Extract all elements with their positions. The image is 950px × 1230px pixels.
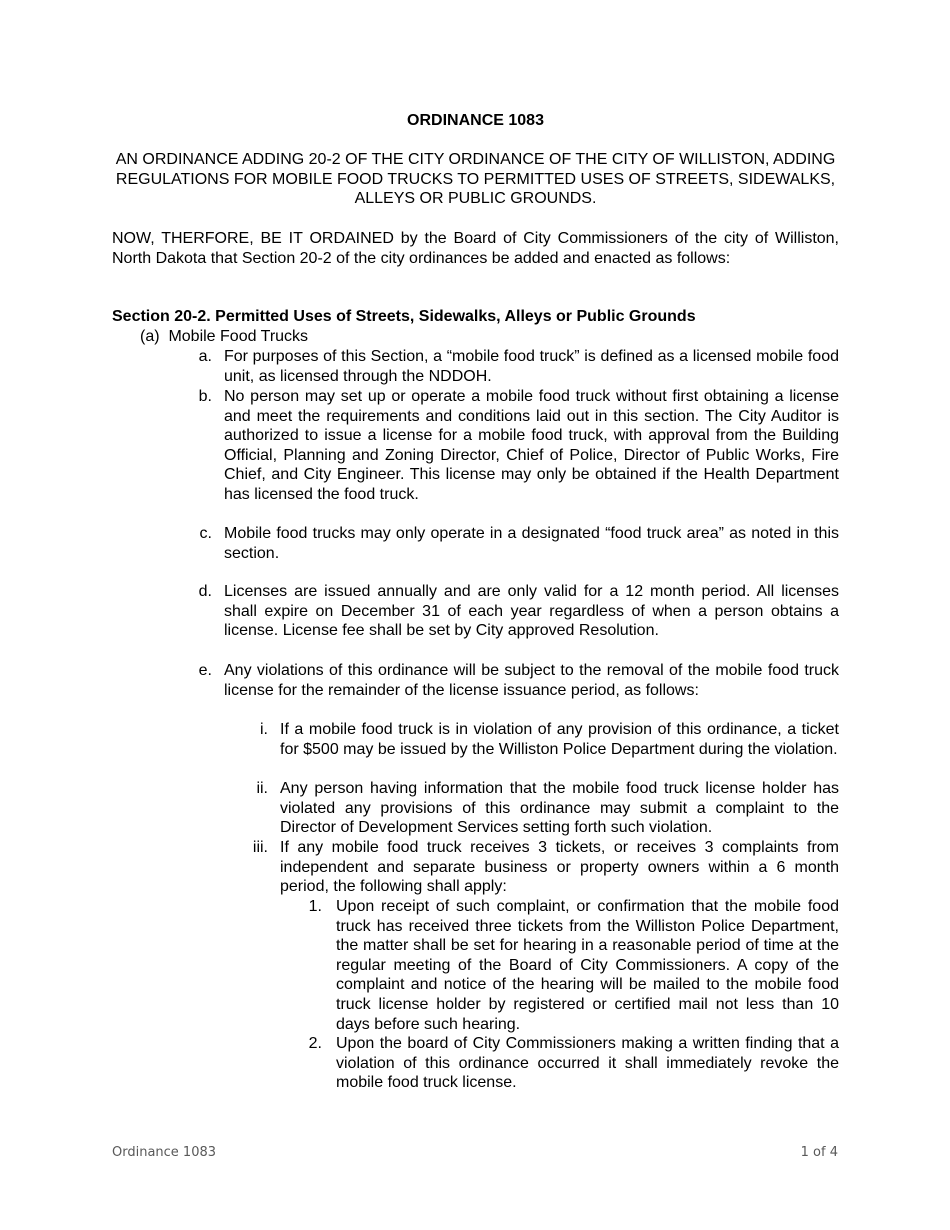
numbered-item-text: Upon receipt of such complaint, or confirmation that the mobile food truck has received three tickets from the Williston Police Department, the matter shall be set for hearing in a reasonable period of time at the regular meeting of the Board of City Commissioners. A copy of the complaint and notice of the hearing will be mailed to the mobile food truck license holder by registered or certified mail not less than 10 days before such hearing. <box>336 898 839 1033</box>
preamble-paragraph: NOW, THERFORE, BE IT ORDAINED by the Board of City Commissioners of the city of Williston, North Dakota that Section 20-2 of the city ordinances be added and enacted as follows: <box>112 230 839 267</box>
ordinance-title: ORDINANCE 1083 <box>407 112 544 129</box>
list-item-text: No person may set up or operate a mobile food truck without first obtaining a license and meet the requirements and conditions laid out in this section. The City Auditor is authorized to issue a license for a mobile food truck, with approval from the Building Official, Planning and Zoning Director, Chief of Police, Director of Public Works, Fire Chief, and City Engineer. This license may only be obtained if the Health Department has licensed the food truck. <box>224 388 839 503</box>
numbered-item-text: Upon the board of City Commissioners making a written finding that a violation of this ordinance occurred it shall immediately revoke the mobile food truck license. <box>336 1035 839 1092</box>
list-item-text: Mobile food trucks may only operate in a designated “food truck area” as noted in this section. <box>224 525 839 562</box>
list-marker: d. <box>198 583 212 600</box>
list-marker: e. <box>198 662 212 679</box>
sub-list-marker: i. <box>260 721 268 738</box>
list-marker: b. <box>198 388 212 405</box>
list-item-text: Any violations of this ordinance will be subject to the removal of the mobile food truck license for the remainder of the license issuance period, as follows: <box>224 662 839 699</box>
sub-list-item-text: If any mobile food truck receives 3 tickets, or receives 3 complaints from independent and separate business or property owners within a 6 month period, the following shall apply: <box>280 839 839 896</box>
sub-list-marker: iii. <box>252 839 268 856</box>
list-marker: a. <box>198 348 212 365</box>
numbered-marker: 1. <box>308 898 322 915</box>
ordinance-subtitle: AN ORDINANCE ADDING 20-2 OF THE CITY ORDINANCE OF THE CITY OF WILLISTON, ADDING REGULATIONS FOR MOBILE FOOD TRUCKS TO PERMITTED USES OF STREETS, SIDEWALKS, ALLEYS OR PUBLIC GROUNDS. <box>115 151 836 208</box>
section-heading: Section 20-2. Permitted Uses of Streets, Sidewalks, Alleys or Public Grounds <box>112 308 696 325</box>
numbered-marker: 2. <box>308 1035 322 1052</box>
footer-page-number: 1 of 4 <box>800 1145 838 1160</box>
footer-document-name: Ordinance 1083 <box>112 1145 217 1160</box>
sub-list-item-text: Any person having information that the mobile food truck license holder has violated any provisions of this ordinance may submit a complaint to the Director of Development Services setting forth such violation. <box>280 780 839 837</box>
list-marker: c. <box>199 525 212 542</box>
sub-list-marker: ii. <box>256 780 268 797</box>
list-item-text: Licenses are issued annually and are only valid for a 12 month period. All licenses shall expire on December 31 of each year regardless of when a person obtains a license. License fee shall be set by City approved Resolution. <box>224 583 839 640</box>
subsection-label: (a) Mobile Food Trucks <box>140 328 309 345</box>
list-item-text: For purposes of this Section, a “mobile food truck” is defined as a licensed mobile food unit, as licensed through the NDDOH. <box>224 348 839 385</box>
sub-list-item-text: If a mobile food truck is in violation of any provision of this ordinance, a ticket for $500 may be issued by the Williston Police Department during the violation. <box>280 721 839 758</box>
